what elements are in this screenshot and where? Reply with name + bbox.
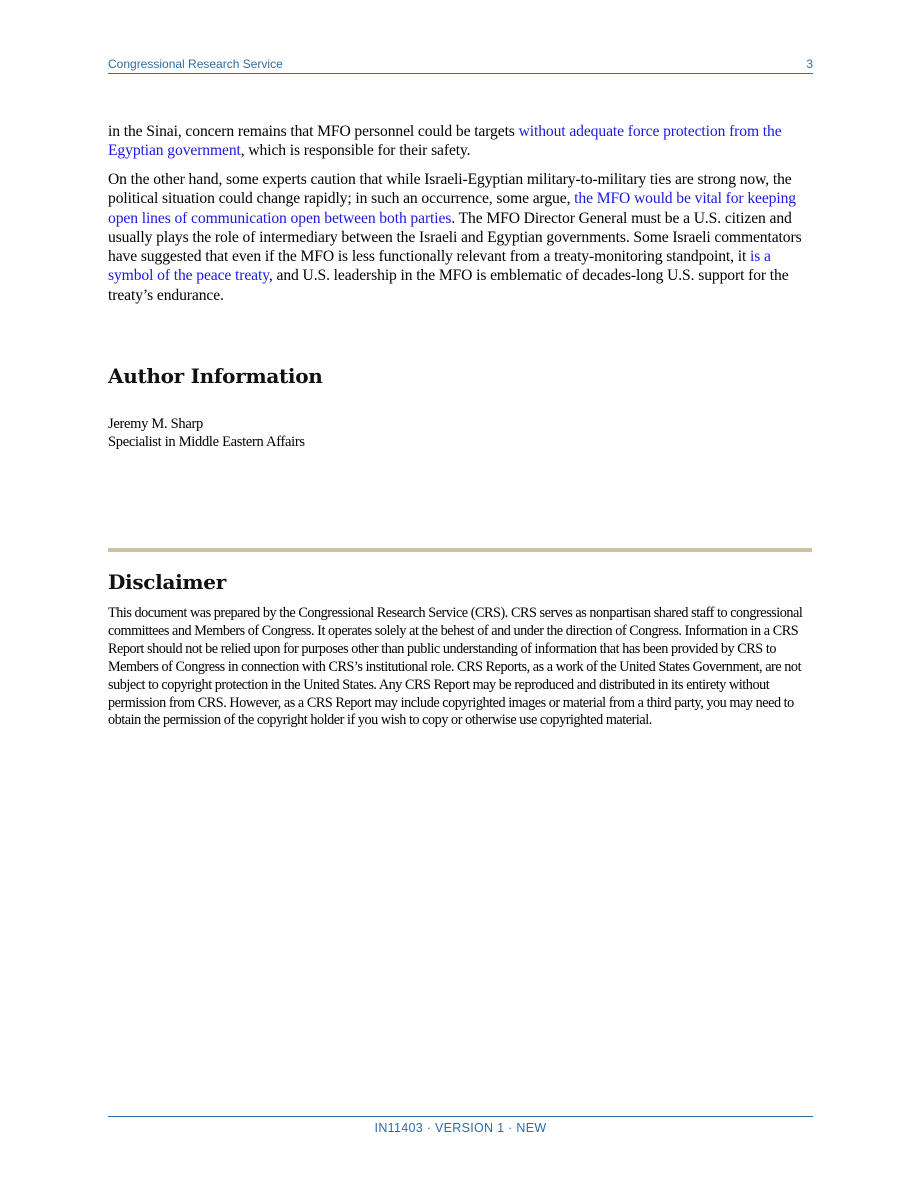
link-force-protection[interactable]: without adequate force protection from the Egyptian government bbox=[108, 123, 782, 160]
disclaimer-text: This document was prepared by the Congressional Research Service (CRS). CRS serves as nonpartisan shared staff to congressional committees and Members of Congress. It operates solely at the behest of and under the direction of Congress. Information in a CRS Report should not be relied upon for purposes other than public understanding of information that has been provided by CRS to Members of Congress in connection with CRS’s institutional role. CRS Reports, as a work of the United States Government, are not subject to copyright protection in the United States. Any CRS Report may be reproduced and distributed in its entirety without permission from CRS. However, as a CRS Report may include copyrighted images or material from a third party, you may need to obtain the permission of the copyright holder if you wish to copy or otherwise use copyrighted material. bbox=[108, 605, 803, 729]
footer-report-id: IN11403 · VERSION 1 · NEW bbox=[374, 1121, 547, 1135]
body-paragraph-2 bbox=[108, 170, 815, 305]
author-title: Specialist in Middle Eastern Affairs bbox=[108, 434, 305, 450]
author-block bbox=[108, 415, 305, 451]
paragraph-text: On the other hand, some experts caution that while Israeli-Egyptian military-to-military ties are strong now, the political situation could change rapidly; in such an occurrence, some argue, bbox=[108, 171, 792, 208]
author-information-heading: Author Information bbox=[108, 364, 323, 388]
paragraph-text: , which is responsible for their safety. bbox=[240, 142, 471, 160]
page-header bbox=[108, 57, 813, 74]
header-page-number: 3 bbox=[806, 57, 813, 71]
footer-rule bbox=[108, 1116, 813, 1117]
header-org-name: Congressional Research Service bbox=[108, 57, 283, 71]
disclaimer-heading: Disclaimer bbox=[108, 570, 226, 594]
link-peace-treaty-symbol[interactable]: is a symbol of the peace treaty bbox=[108, 248, 771, 285]
section-divider bbox=[108, 548, 812, 552]
paragraph-text: , and U.S. leadership in the MFO is emblematic of decades-long U.S. support for the treaty’s endurance. bbox=[108, 267, 789, 304]
paragraph-text: . The MFO Director General must be a U.S. citizen and usually plays the role of intermediary between the Israeli and Egyptian governments. Some Israeli commentators have suggested that even if the MFO is less functionally relevant from a treaty-monitoring standpoint, it bbox=[108, 209, 802, 266]
author-name: Jeremy M. Sharp bbox=[108, 416, 203, 432]
body-paragraph-1 bbox=[108, 122, 815, 161]
paragraph-text: in the Sinai, concern remains that MFO personnel could be targets bbox=[108, 123, 519, 140]
link-mfo-vital[interactable]: the MFO would be vital for keeping open lines of communication open between both parties bbox=[108, 190, 796, 227]
